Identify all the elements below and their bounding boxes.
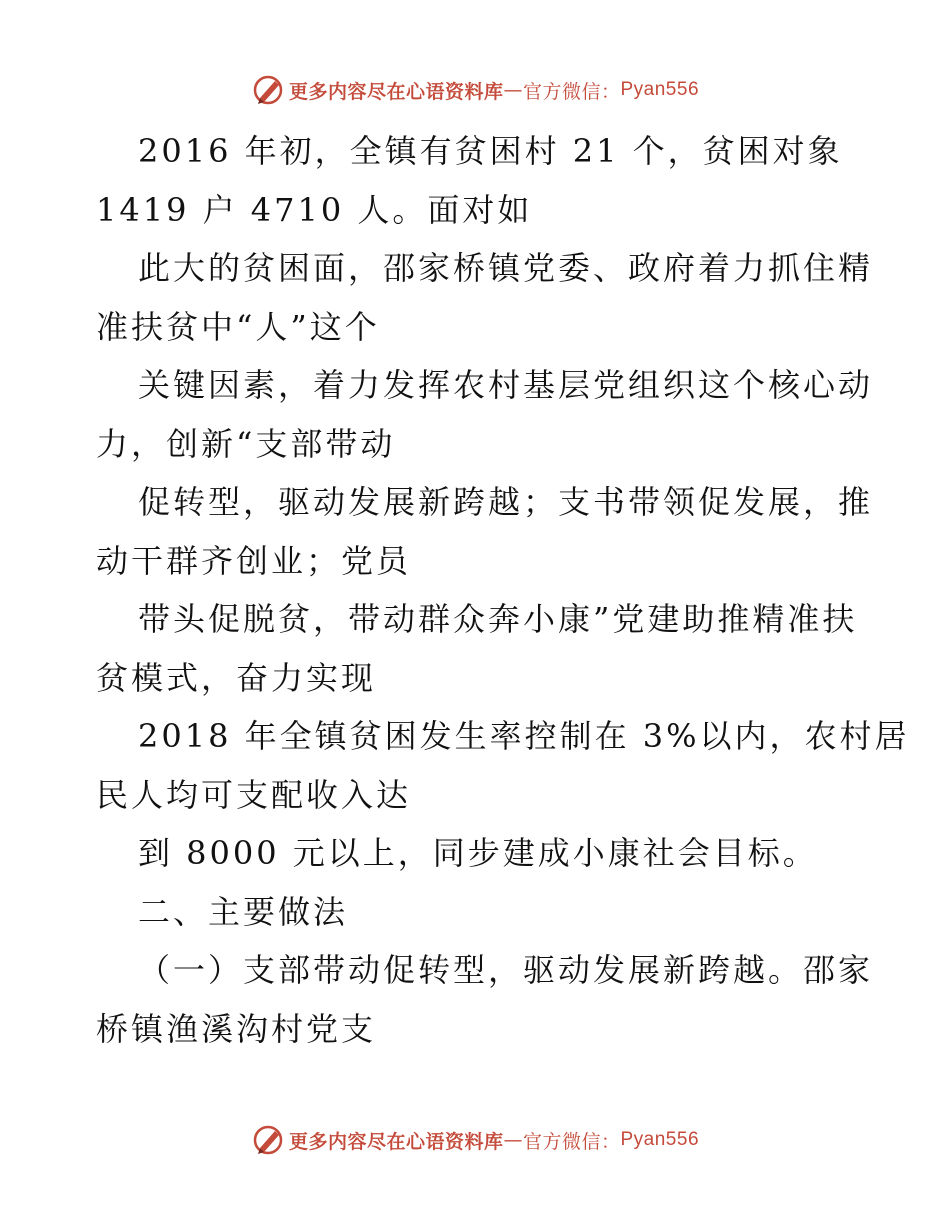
- paragraph-line: 1419 户 4710 人。面对如: [96, 190, 533, 229]
- watermark-id: Pyan556: [620, 1129, 700, 1150]
- watermark-main-text: 更多内容尽在心语资料库: [288, 80, 504, 103]
- watermark-label: 官方微信：: [522, 80, 621, 103]
- document-body: [96, 122, 910, 1058]
- paragraph-line: 2018 年全镇贫困发生率控制在 3%以内，农村居: [138, 717, 910, 755]
- header-watermark: [0, 70, 950, 110]
- watermark-separator: —: [503, 1129, 523, 1151]
- pen-logo-icon: [251, 1123, 285, 1157]
- paragraph-line: 到 8000 元以上，同步建成小康社会目标。: [138, 834, 818, 872]
- paragraph-line: 贫模式，奋力实现: [96, 658, 377, 697]
- pen-logo-icon: [251, 73, 285, 107]
- watermark-id: Pyan556: [620, 79, 700, 100]
- subsection-heading-line: （一）支部带动促转型，驱动发展新跨越。邵家: [138, 951, 874, 989]
- paragraph-line: 此大的贫困面，邵家桥镇党委、政府着力抓住精: [138, 249, 874, 287]
- watermark-separator: —: [503, 79, 523, 101]
- paragraph-line: 动干群齐创业；党员: [96, 541, 412, 580]
- paragraph-line: 民人均可支配收入达: [96, 775, 412, 814]
- paragraph-line: 准扶贫中“人”这个: [96, 307, 380, 346]
- paragraph-line: 关键因素，着力发挥农村基层党组织这个核心动: [138, 366, 874, 404]
- paragraph-line: 促转型，驱动发展新跨越；支书带领促发展，推: [138, 483, 874, 521]
- watermark-label: 官方微信：: [522, 1130, 621, 1153]
- footer-watermark: [0, 1120, 950, 1160]
- section-heading: 二、主要做法: [138, 892, 349, 931]
- watermark-main-text: 更多内容尽在心语资料库: [288, 1130, 504, 1153]
- paragraph-line: 带头促脱贫，带动群众奔小康”党建助推精准扶: [138, 600, 858, 638]
- paragraph-line: 2016 年初，全镇有贫困村 21 个，贫困对象: [138, 132, 843, 170]
- paragraph-line: 桥镇渔溪沟村党支: [96, 1009, 377, 1048]
- paragraph-line: 力，创新“支部带动: [96, 424, 396, 463]
